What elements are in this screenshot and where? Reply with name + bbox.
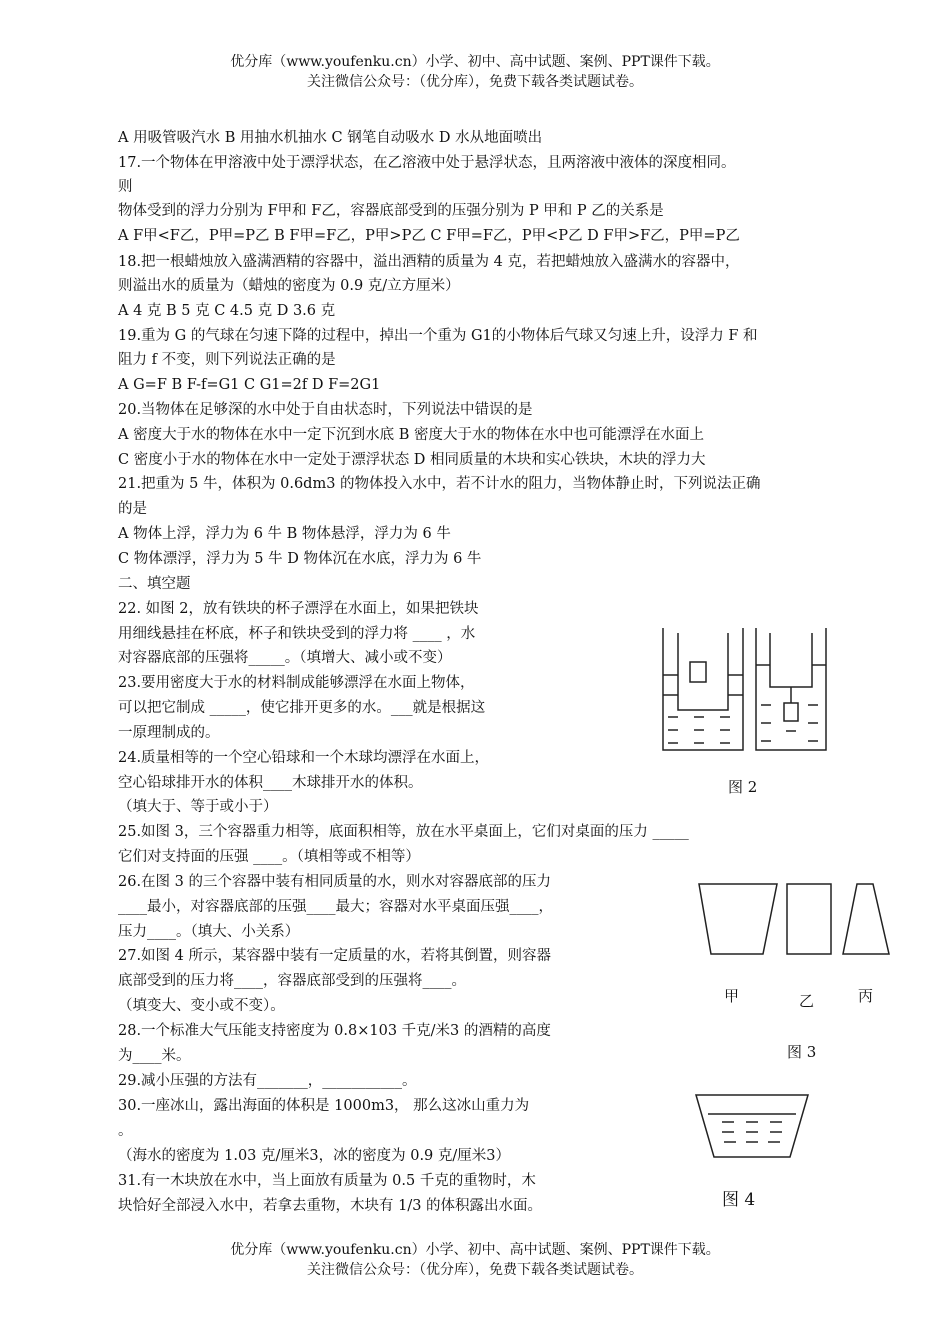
question-line: 对容器底部的压强将_____。（填增大、减小或不变）	[118, 650, 452, 666]
figure-3-diagram	[697, 882, 897, 962]
figure-4-diagram	[694, 1092, 814, 1162]
question-line: 底部受到的压力将____，容器底部受到的压强将____。	[118, 973, 466, 989]
figure-2-diagram	[660, 625, 830, 755]
section-title: 二、填空题	[118, 576, 191, 592]
question-line: 。	[118, 1123, 133, 1139]
question-line: A 用吸管吸汽水 B 用抽水机抽水 C 钢笔自动吸水 D 水从地面喷出	[118, 130, 543, 146]
question-line: 27.如图 4 所示，某容器中装有一定质量的水，若将其倒置，则容器	[118, 948, 552, 964]
question-line: 阻力 f 不变，则下列说法正确的是	[118, 352, 336, 368]
question-line: 22. 如图 2，放有铁块的杯子漂浮在水面上，如果把铁块	[118, 601, 479, 617]
question-line: A 物体上浮，浮力为 6 牛 B 物体悬浮，浮力为 6 牛	[118, 526, 451, 542]
page-footer-line-1: 优分库（www.youfenku.cn）小学、初中、高中试题、案例、PPT课件下载。	[230, 1242, 720, 1258]
question-line: 则溢出水的质量为（蜡烛的密度为 0.9 克/立方厘米）	[118, 278, 460, 294]
question-line: 一原理制成的。	[118, 725, 220, 741]
question-line: 29.减小压强的方法有_______，___________。	[118, 1073, 417, 1089]
question-line: 19.重为 G 的气球在匀速下降的过程中，掉出一个重为 G1的小物体后气球又匀速上升，设浮力 F 和	[118, 328, 758, 344]
question-line: 26.在图 3 的三个容器中装有相同质量的水，则水对容器底部的压力	[118, 874, 552, 890]
question-line: （填变大、变小或不变）。	[118, 998, 285, 1014]
question-line: A G=F B F-f=G1 C G1=2f D F=2G1	[118, 377, 381, 393]
figure-3-label-yi: 乙	[799, 992, 815, 1010]
question-line: 18.把一根蜡烛放入盛满酒精的容器中，溢出酒精的质量为 4 克，若把蜡烛放入盛满水的容器中，	[118, 254, 740, 270]
question-line: 空心铅球排开水的体积____木球排开水的体积。	[118, 775, 423, 791]
question-line: A 密度大于水的物体在水中一定下沉到水底 B 密度大于水的物体在水中也可能漂浮在水面上	[118, 427, 704, 443]
page-footer-line-2: 关注微信公众号：（优分库），免费下载各类试题试卷。	[307, 1262, 643, 1278]
question-line: 为____米。	[118, 1048, 191, 1064]
question-line: 17.一个物体在甲溶液中处于漂浮状态，在乙溶液中处于悬浮状态，且两溶液中液体的深度相同。	[118, 155, 736, 171]
question-line: ____最小，对容器底部的压强____最大；容器对水平桌面压强____，	[118, 899, 553, 915]
question-line: 24.质量相等的一个空心铅球和一个木球均漂浮在水面上，	[118, 750, 490, 766]
page-header-line-2: 关注微信公众号：（优分库），免费下载各类试题试卷。	[307, 74, 643, 90]
question-line: 可以把它制成 _____，使它排开更多的水。___就是根据这	[118, 700, 486, 716]
question-line: 它们对支持面的压强 ____。（填相等或不相等）	[118, 849, 420, 865]
question-line: A 4 克 B 5 克 C 4.5 克 D 3.6 克	[118, 303, 336, 319]
question-line: C 密度小于水的物体在水中一定处于漂浮状态 D 相同质量的木块和实心铁块，木块的浮力大	[118, 452, 706, 468]
page-header-line-1: 优分库（www.youfenku.cn）小学、初中、高中试题、案例、PPT课件下载。	[230, 54, 720, 70]
question-line: 20.当物体在足够深的水中处于自由状态时，下列说法中错误的是	[118, 402, 533, 418]
question-line: 25.如图 3，三个容器重力相等，底面积相等，放在水平桌面上，它们对桌面的压力 _____	[118, 824, 689, 840]
figure-3-label-jia: 甲	[724, 987, 740, 1005]
question-line: （填大于、等于或小于）	[118, 799, 278, 815]
question-line: 块恰好全部浸入水中，若拿去重物，木块有 1/3 的体积露出水面。	[118, 1198, 543, 1214]
figure-3-label-bing: 丙	[858, 987, 874, 1005]
question-line: 物体受到的浮力分别为 F甲和 F乙，容器底部受到的压强分别为 P 甲和 P 乙的关系是	[118, 203, 664, 219]
question-line: 28.一个标准大气压能支持密度为 0.8×103 千克/米3 的酒精的高度	[118, 1023, 551, 1039]
question-line: 则	[118, 179, 133, 195]
question-line: A F甲<F乙，P甲=P乙 B F甲=F乙，P甲>P乙 C F甲=F乙，P甲<P乙 D F甲>F乙，P甲=P乙	[118, 228, 740, 244]
figure-4-caption: 图 4	[722, 1190, 756, 1210]
question-line: 21.把重为 5 牛，体积为 0.6dm3 的物体投入水中，若不计水的阻力，当物体静止时，下列说法正确	[118, 476, 761, 492]
question-line: 31.有一木块放在水中，当上面放有质量为 0.5 千克的重物时，木	[118, 1173, 536, 1189]
question-line: C 物体漂浮，浮力为 5 牛 D 物体沉在水底，浮力为 6 牛	[118, 551, 482, 567]
question-line: 30.一座冰山，露出海面的体积是 1000m3， 那么这冰山重力为	[118, 1098, 530, 1114]
figure-2-caption: 图 2	[728, 778, 758, 796]
question-line: 压力____。（填大、小关系）	[118, 924, 300, 940]
question-line: 用细线悬挂在杯底，杯子和铁块受到的浮力将 ____ ，水	[118, 626, 476, 642]
question-line: （海水的密度为 1.03 克/厘米3，冰的密度为 0.9 克/厘米3）	[118, 1148, 511, 1164]
question-line: 的是	[118, 501, 147, 517]
question-line: 23.要用密度大于水的材料制成能够漂浮在水面上物体，	[118, 675, 475, 691]
figure-3-caption: 图 3	[787, 1043, 817, 1061]
